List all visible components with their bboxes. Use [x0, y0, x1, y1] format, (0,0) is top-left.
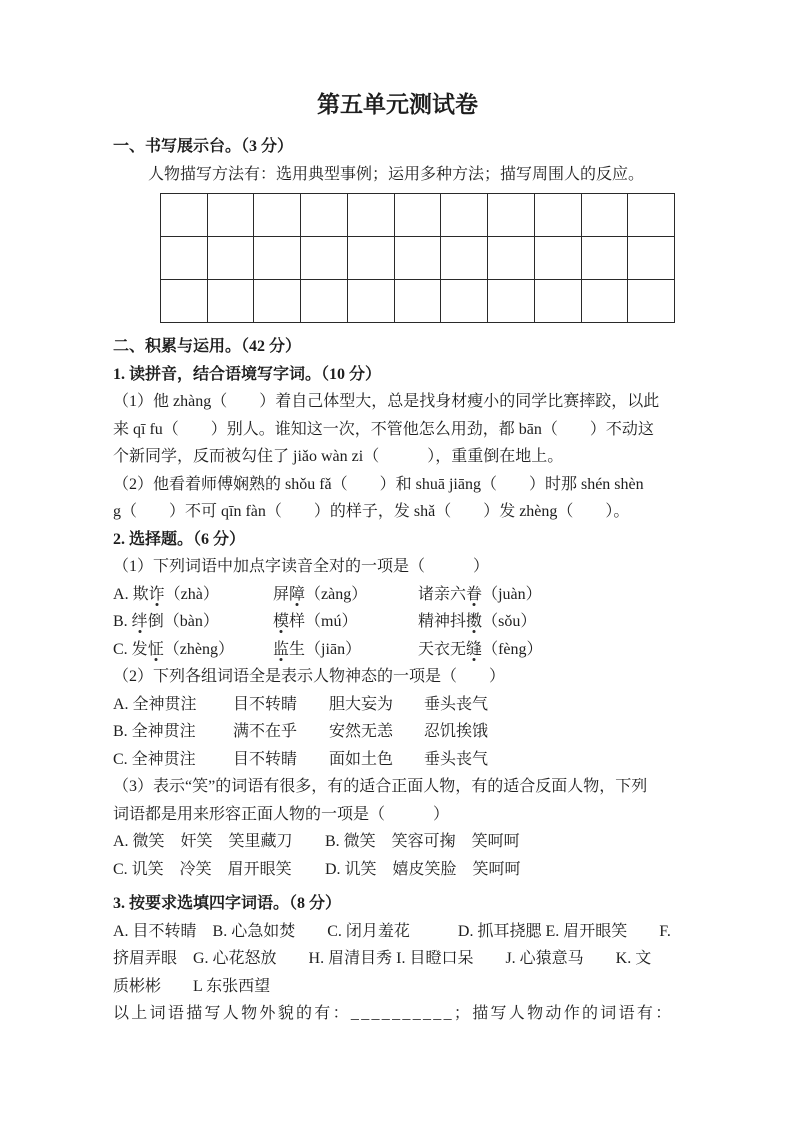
option-cell: 天衣无缝（fèng） — [418, 640, 543, 658]
q3-heading: 3. 按要求选填四字词语。（8 分） — [113, 895, 342, 912]
grid-cell — [208, 280, 255, 323]
grid-cell — [161, 237, 208, 280]
option-cell: 面如土色 — [329, 750, 394, 768]
grid-cell — [254, 194, 301, 237]
option-row — [113, 636, 682, 664]
option-row — [113, 828, 682, 856]
section-1-heading: 一、书写展示台。（3 分） — [113, 138, 294, 155]
option-cell: 满不在乎 — [233, 723, 298, 740]
writing-grid — [160, 193, 675, 323]
q1-line: 个新同学，反而被勾住了 jiǎo wàn zi（ ），重重倒在地上。 — [113, 448, 564, 465]
page-title: 第五单元测试卷 — [317, 92, 478, 117]
q1-line: g（ ）不可 qīn fàn（ ）的样子，发 shǎ（ ）发 zhèng（ ）。 — [113, 503, 630, 520]
grid-cell — [441, 237, 488, 280]
grid-cell — [488, 237, 535, 280]
option-cell: A. 微笑 奸笑 笑里藏刀 — [113, 833, 293, 850]
option-row — [113, 856, 682, 884]
grid-cell — [301, 194, 348, 237]
grid-cell — [348, 194, 395, 237]
grid-cell — [535, 237, 582, 280]
grid-cell — [208, 237, 255, 280]
grid-cell — [535, 280, 582, 323]
grid-cell — [628, 280, 675, 323]
grid-cell — [628, 194, 675, 237]
writing-prompt: 人物描写方法有：选用典型事例；运用多种方法；描写周围人的反应。 — [148, 165, 645, 183]
q2-3-prompt-line: （3）表示“笑”的词语有很多，有的适合正面人物，有的适合反面人物，下列 — [113, 778, 648, 795]
q3-word-bank-line: A. 目不转睛 B. 心急如焚 C. 闭月羞花 D. 抓耳挠腮 E. 眉开眼笑 F. — [113, 922, 671, 940]
option-cell: 安然无恙 — [329, 723, 394, 740]
section-2-heading: 二、积累与运用。（42 分） — [113, 338, 302, 355]
grid-cell — [161, 194, 208, 237]
option-cell: 忍饥挨饿 — [424, 723, 489, 740]
option-cell: C. 全神贯注 — [113, 750, 196, 768]
option-cell: C. 讥笑 冷笑 眉开眼笑 — [113, 860, 292, 878]
grid-cell — [628, 237, 675, 280]
q3-word-bank-line: 质彬彬 L 东张西望 — [113, 977, 271, 995]
option-row — [113, 746, 682, 774]
option-cell: 屏障（zàng） — [273, 585, 368, 603]
q1-line: （1）他 zhàng（ ）着自己体型大，总是找身材瘦小的同学比赛摔跤，以此 — [113, 393, 660, 410]
grid-cell — [301, 237, 348, 280]
option-cell: 监生（jiān） — [273, 640, 362, 658]
option-cell: A. 欺诈（zhà） — [113, 585, 219, 603]
option-cell: C. 发怔（zhèng） — [113, 640, 234, 658]
grid-cell — [488, 194, 535, 237]
q1-heading: 1. 读拼音，结合语境写字词。（10 分） — [113, 365, 382, 383]
option-cell: 精神抖擞（sǒu） — [418, 613, 537, 630]
q2-3-prompt-line: 词语都是用来形容正面人物的一项是（ ） — [113, 805, 450, 823]
option-cell: 目不转睛 — [233, 750, 298, 768]
option-row — [113, 608, 682, 636]
grid-cell — [582, 280, 629, 323]
option-cell: A. 全神贯注 — [113, 695, 197, 713]
option-cell: D. 讥笑 嬉皮笑脸 笑呵呵 — [325, 860, 521, 878]
option-row — [113, 718, 682, 746]
option-cell: 目不转睛 — [233, 695, 298, 713]
grid-cell — [535, 194, 582, 237]
grid-cell — [441, 194, 488, 237]
grid-cell — [582, 237, 629, 280]
grid-cell — [488, 280, 535, 323]
q3-fill-blank-line: 以上词语描写人物外貌的有：__________；描写人物动作的词语有： — [113, 1005, 674, 1022]
q2-1-prompt: （1）下列词语中加点字读音全对的一项是（ ） — [113, 558, 490, 575]
option-cell: 模样（mú） — [273, 613, 358, 630]
q2-2-prompt: （2）下列各组词语全是表示人物神态的一项是（ ） — [113, 668, 506, 685]
option-cell: B. 微笑 笑容可掬 笑呵呵 — [325, 833, 520, 850]
q3-word-bank-line: 挤眉弄眼 G. 心花怒放 H. 眉清目秀 I. 目瞪口呆 J. 心猿意马 K. 文 — [113, 950, 652, 967]
grid-cell — [254, 237, 301, 280]
q1-line: （2）他看着师傅娴熟的 shǒu fǎ（ ）和 shuā jiāng（ ）时那 shén shèn — [113, 475, 644, 493]
q1-line: 来 qī fu（ ）别人。谁知这一次，不管他怎么用劲，都 bān（ ）不动这 — [113, 420, 654, 438]
grid-cell — [582, 194, 629, 237]
grid-cell — [301, 280, 348, 323]
option-cell: 垂头丧气 — [424, 750, 489, 768]
grid-cell — [161, 280, 208, 323]
grid-cell — [395, 237, 442, 280]
option-cell: 胆大妄为 — [329, 695, 394, 713]
grid-cell — [395, 280, 442, 323]
grid-cell — [254, 280, 301, 323]
grid-cell — [441, 280, 488, 323]
option-cell: 诸亲六眷（juàn） — [418, 585, 542, 603]
option-cell: B. 绊倒（bàn） — [113, 613, 219, 630]
grid-cell — [395, 194, 442, 237]
grid-cell — [348, 280, 395, 323]
option-row — [113, 581, 682, 609]
grid-cell — [348, 237, 395, 280]
option-row — [113, 691, 682, 719]
grid-cell — [208, 194, 255, 237]
option-cell: 垂头丧气 — [424, 695, 489, 713]
q2-heading: 2. 选择题。（6 分） — [113, 530, 246, 548]
option-cell: B. 全神贯注 — [113, 723, 196, 740]
